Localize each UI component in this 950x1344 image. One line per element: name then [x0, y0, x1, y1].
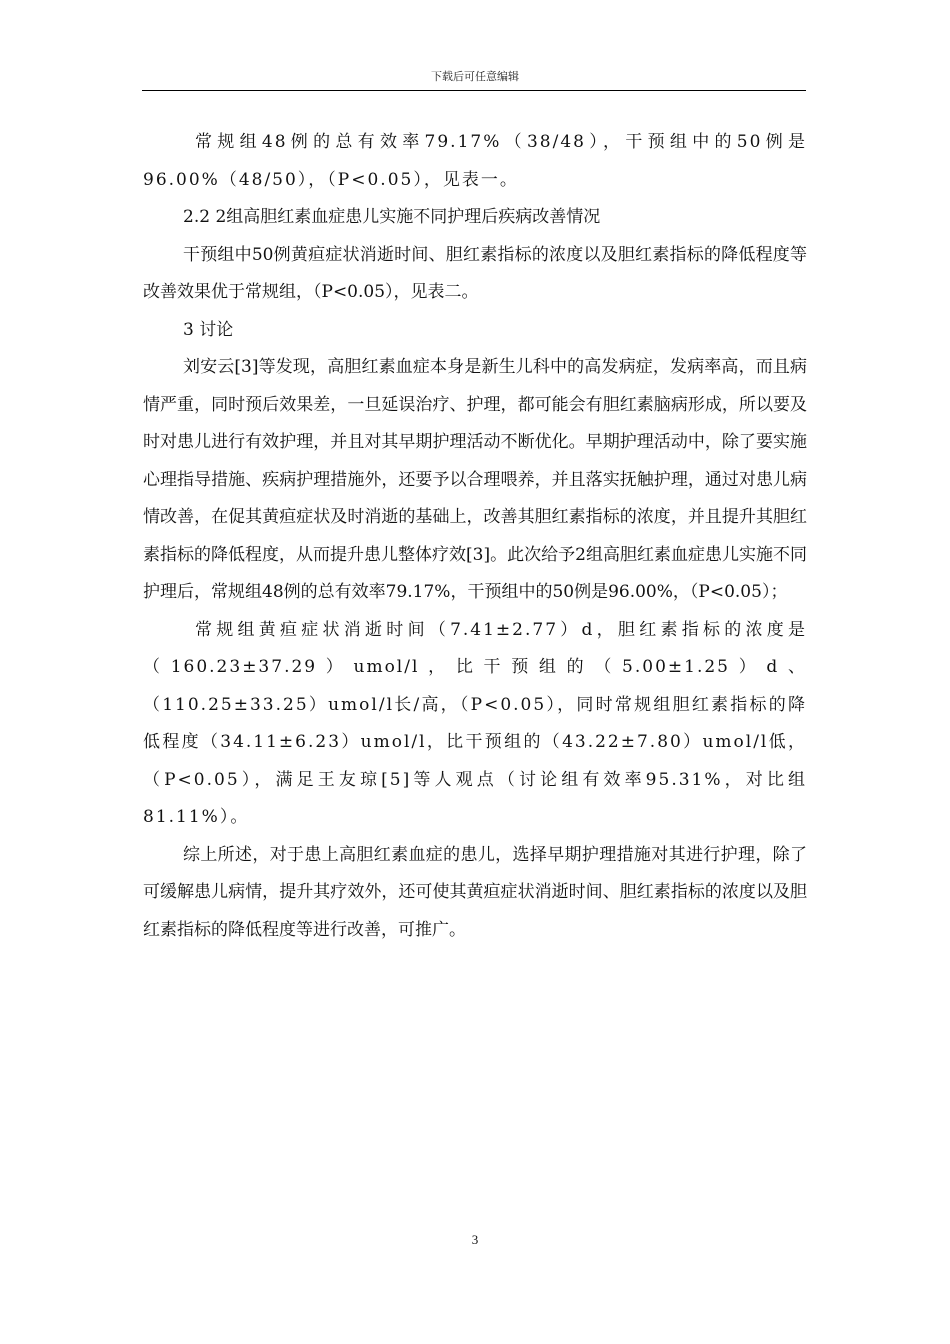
paragraph-conclusion: 综上所述，对于患上高胆红素血症的患儿，选择早期护理措施对其进行护理，除了可缓解患儿病情，提升其疗效外，还可使其黄疸症状消逝时间、胆红素指标的浓度以及胆红素指标的降低程度等进行改善，可推广。	[143, 844, 807, 940]
page-number: 3	[471, 1232, 479, 1247]
header-divider	[142, 90, 806, 91]
page-header	[0, 0, 950, 92]
section-heading-2-2: 2.2 2组高胆红素血症患儿实施不同护理后疾病改善情况	[183, 207, 601, 227]
header-text: 下载后可任意编辑	[431, 70, 519, 83]
document-body	[143, 124, 807, 949]
paragraph-comparison: 常规组黄疸症状消逝时间（7.41±2.77）d，胆红素指标的浓度是（160.23±37.29）umol/l，比干预组的（5.00±1.25）d、（110.25±33.25）umol/l长/高，（P<0.05），同时常规组胆红素指标的降低程度（34.11±6.23）umol/l，比干预组的（43.22±7.80）umol/l低，（P<0.05），满足王友琼[5]等人观点（讨论组有效率95.31%，对比组81.11%）。	[143, 619, 807, 827]
section-heading-discussion: 3 讨论	[183, 319, 234, 340]
paragraph-improvement: 干预组中50例黄疸症状消逝时间、胆红素指标的浓度以及胆红素指标的降低程度等改善效果优于常规组，（P<0.05），见表二。	[143, 244, 807, 302]
paragraph-discussion: 刘安云[3]等发现，高胆红素血症本身是新生儿科中的高发病症，发病率高，而且病情严重，同时预后效果差，一旦延误治疗、护理，都可能会有胆红素脑病形成，所以要及时对患儿进行有效护理，并且对其早期护理活动不断优化。早期护理活动中，除了要实施心理指导措施、疾病护理措施外，还要予以合理喂养，并且落实抚触护理，通过对患儿病情改善，在促其黄疸症状及时消逝的基础上，改善其胆红素指标的浓度，并且提升其胆红素指标的降低程度，从而提升患儿整体疗效[3]。此次给予2组高胆红素血症患儿实施不同护理后，常规组48例的总有效率79.17%，干预组中的50例是96.00%，（P<0.05）；	[143, 357, 807, 602]
paragraph-total-efficacy: 常规组48例的总有效率79.17%（38/48），干预组中的50例是96.00%（48/50），（P<0.05），见表一。	[143, 132, 807, 190]
